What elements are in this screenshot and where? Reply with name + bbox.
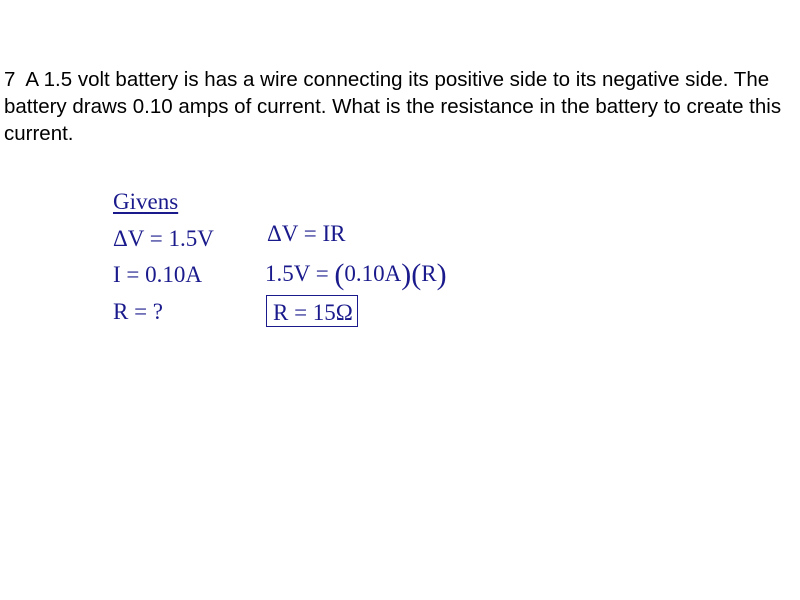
given-resistance-unknown: R = ? [113,299,164,324]
close-paren: ) [436,258,447,291]
question-body: A 1.5 volt battery is has a wire connecting its positive side to its negative side. The battery draws 0.10 amps of current. What is the resistance in the battery to create this current. [4,68,782,145]
question-text-block [4,66,798,147]
answer-text: R = 15Ω [273,300,353,325]
given-current: I = 0.10A [113,262,202,287]
substitution-lhs: 1.5V = [265,261,335,286]
ohms-law-equation: ΔV = IR [267,221,346,246]
given-voltage: ΔV = 1.5V [113,226,214,251]
close-paren: ) [401,258,412,291]
question-number: 7 [4,68,16,91]
substitution-resistance: R [421,261,437,286]
substitution-current: 0.10A [344,261,402,286]
substitution-equation [265,260,447,290]
open-paren: ( [411,258,422,291]
answer-box [266,295,358,327]
givens-heading: Givens [113,189,179,214]
open-paren: ( [334,258,345,291]
